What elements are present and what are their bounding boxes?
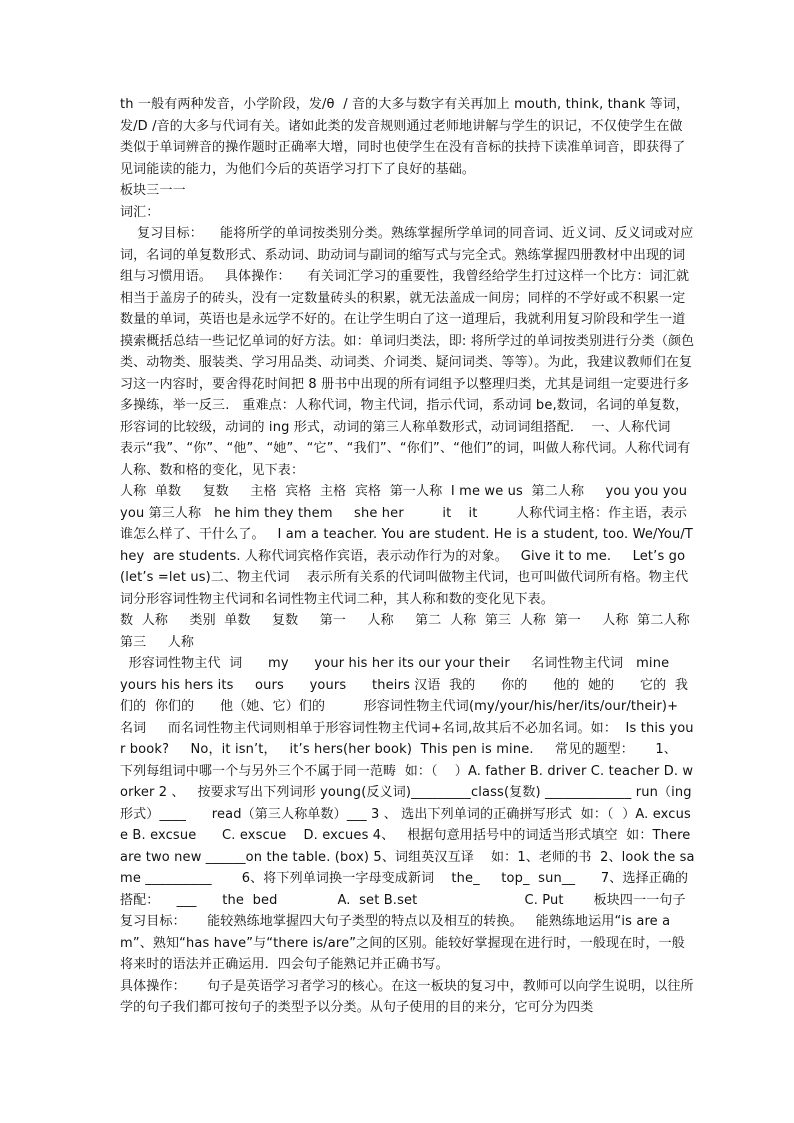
paragraph-personal-pronoun-table: 人称 单数 复数 主格 宾格 主格 宾格 第一人称 I me we us 第二人称 you you you you 第三人称 he him they them she her it it 人称代词主格：作主语，表示谁怎么样了、干什么了。 I am a teacher. You are student. He is a student, too. We/You/They are students. 人称代词宾格作宾语，表示动作行为的对象。 Give it to me. Let’s go (let’s =let us)二、物主代词 表示所有关系的代词叫做物主代词，也可叫做代词所有格。物主代词分形容词性物主代词和名词性物主代词二种，其人称和数的变化见下表。 (120, 484, 713, 607)
paragraph-pronunciation-rules: th 一般有两种发音，小学阶段，发/θ / 音的大多与数字有关再加上 mouth, think, thank 等词，发/D /音的大多与代词有关。诸如此类的发音规则通过老师地讲解与学生的识记，不仅使学生在做类似于单词辨音的操作题时正确率大增，同时也使学生在没有音标的扶持下读准单词音，即获得了见词能读的能力，为他们今后的英语学习打下了良好的基础。 (120, 97, 690, 177)
paragraph-possessive-table-header: 数 人称 类别 单数 复数 第一 人称 第二 人称 第三 人称 第一 人称 第二人称 第三 人称 (120, 613, 712, 650)
section-heading-block-three: 板块三一一 (120, 183, 186, 198)
paragraph-possessive-and-exercises: 形容词性物主代 词 my your his her its our your their 名词性物主代词 mine yours his hers its ours yours theirs 汉语 我的 你的 他的 她的 它的 我们的 你们的 他（她、它）们的 形容词性物主代词(my/your/his/her/its/our/their)+ 名词 而名词性物主代词则相单于形容词性物主代词+名词,故其后不必加名词。如： Is this your book? No，it isn’t， it’s hers(her book) This pen is mine. 常见的题型： 1、 下列每组词中哪一个与另外三个不属于同一范畴 如：（ ）A. father B. driver C. teacher D. worker 2 、 按要求写出下列词形 young(反义词)_________class(复数) _____________ run（ing 形式）____ read（第三人称单数）___ 3 、 选出下列单词的正确拼写形式 如：（ ）A. excuse B. excsue C. exscue D. excues 4、 根据句意用括号中的词适当形式填空 如：There are two new ______on the table. (box) 5、词组英汉互译 如：1、老师的书 2、look the same __________ 6、将下列单词换一字母变成新词 the_ top_ sun__ 7、选择正确的搭配： ___ the bed A. set B.set C. Put 板块四一一句子 复习目标： 能较熟练地掌握四大句子类型的特点以及相互的转换。 能熟练地运用“is are am”、熟知“has have”与“there is/are”之间的区别。能较好掌握现在进行时，一般现在时，一般将来时的语法并正确运用．四会句子能熟记并正确书写。 (120, 656, 703, 972)
paragraph-vocabulary-review: 复习目标： 能将所学的单词按类别分类。熟练掌握所学单词的同音词、近义词、反义词或对应词，名词的单复数形式、系动词、助动词与副词的缩写式与完全式。熟练掌握四册教材中出现的词组与习惯用语。 具体操作： 有关词汇学习的重要性，我曾经给学生打过这样一个比方：词汇就相当于盖房子的砖头，没有一定数量砖头的积累，就无法盖成一间房；同样的不学好或不积累一定数量的单词，英语也是永远学不好的。在让学生明白了这一道理后，我就利用复习阶段和学生一道摸索概括总结一些记忆单词的好方法。如：单词归类法，即: 将所学过的单词按类别进行分类（颜色类、动物类、服装类、学习用品类、动词类、介词类、疑问词类、等等）。为此，我建议教师们在复习这一内容时，要舍得花时间把 8 册书中出现的所有词组予以整理归类，尤其是词组一定要进行多多操练，举一反三. 重难点：人称代词，物主代词，指示代词，系动词 be,数词，名词的单复数，形容词的比较级，动词的 ing 形式，动词的第三人称单数形式，动词词组搭配． 一、人称代词 表示“我”、“你”、“他”、“她”、“它”、“我们”、“你们”、“他们”的词，叫做人称代词。人称代词有人称、数和格的变化，见下表： (120, 226, 695, 478)
paragraph-sentence-operation: 具体操作： 句子是英语学习者学习的核心。在这一板块的复习中，教师可以向学生说明，以往所学的句子我们都可按句子的类型予以分类。从句子使用的目的来分，它可分为四类 (120, 978, 694, 1015)
document-page (120, 94, 713, 1019)
subheading-vocabulary: 词汇： (120, 204, 160, 220)
